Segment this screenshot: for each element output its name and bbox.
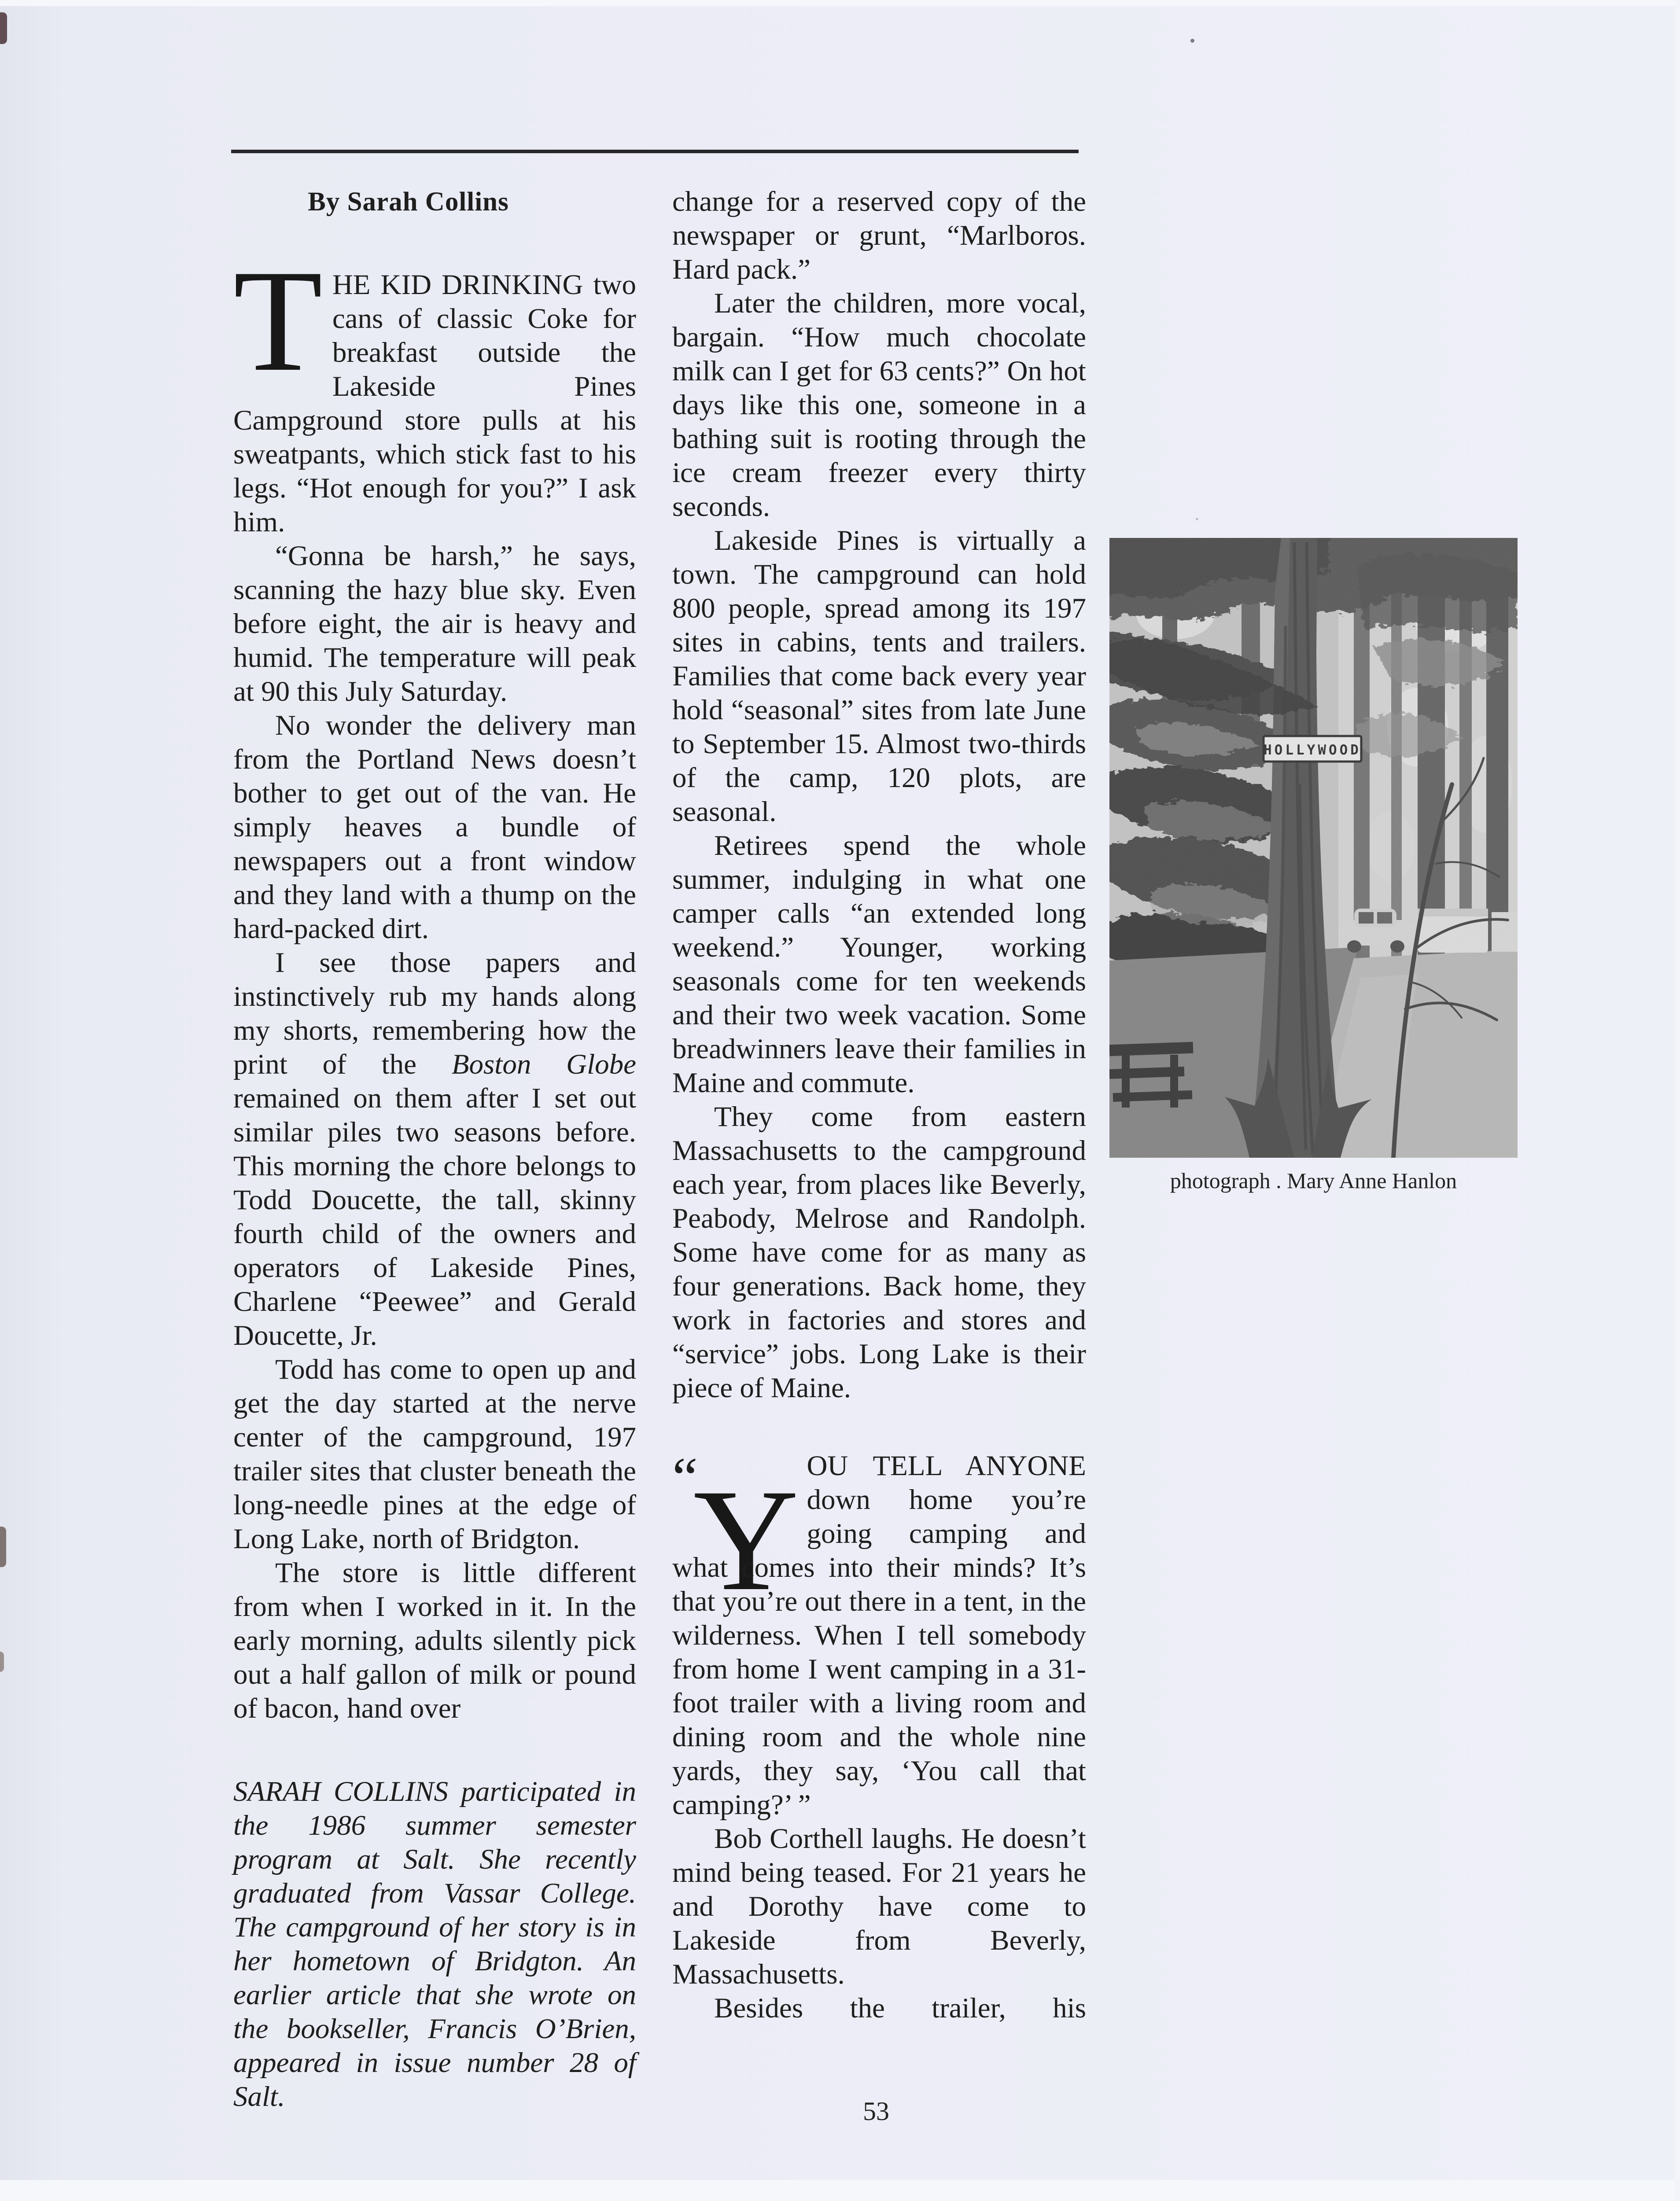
lead-caps: HE KID DRINKING: [332, 269, 583, 301]
author-bio: [233, 1775, 636, 2114]
dropcap-letter-t: T: [233, 239, 323, 401]
paragraph-later-children: Later the children, more vocal, bargain. “How much chocolate milk can I get for 63 cents?” On hot days like this one, someone in a bathing suit is rooting through the ice cream freezer every thirty seconds.: [672, 287, 1086, 523]
lead-paragraph: [233, 239, 637, 539]
lead-text: two cans of classic Coke for breakfast outside the Lakeside Pines Campground store pulls at his sweatpants, which stick fast to his legs. “Hot enough for you?” I ask him.: [233, 269, 637, 538]
paragraph-globe-post: remained on them after I set out similar piles two seasons before. This morning the chore belongs to Todd Doucette, the tall, skinny fourth child of the owners and operators of Lakeside Pines, Charlene “Peewee” and Gerald Doucette, Jr.: [233, 1082, 636, 1351]
dropcap-letter-y-group: [672, 1446, 807, 1621]
scan-artifact-dot: [1196, 518, 1198, 520]
byline: By Sarah Collins: [308, 187, 509, 217]
page-number: 53: [863, 2097, 889, 2126]
header-rule: [231, 150, 1079, 153]
opening-quote-mark: “: [672, 1446, 693, 1509]
scan-edge-bottom: [0, 2180, 1680, 2201]
author-bio-text: participated in the 1986 summer semester program at Salt. She recently graduated from Vassar College. The campground of her story is in her hometown of Bridgton. An earlier article that she wrote on the bookseller, Francis O’Brien, appeared in issue number 28 of Salt.: [233, 1776, 636, 2113]
section-caps: OU TELL ANYONE: [807, 1450, 1086, 1482]
paragraph-boston-globe: [233, 946, 636, 1353]
scan-artifact-speck: [0, 1527, 6, 1567]
scan-artifact-speck: [0, 1652, 4, 1672]
paragraph-the-store: The store is little different from when I worked in it. In the early morning, adults silently pick out a half gallon of milk or pound of bacon, hand over: [233, 1557, 636, 1724]
author-bio-name: SARAH COLLINS: [233, 1776, 448, 1807]
photo-credit: photograph . Mary Anne Hanlon: [1170, 1168, 1457, 1193]
scan-artifact-dot: [1190, 39, 1194, 43]
column-left: [233, 185, 636, 2114]
scan-artifact-speck: [0, 12, 7, 44]
scan-edge-right: [1675, 0, 1680, 2201]
paragraph-change-for: change for a reserved copy of the newspaper or grunt, “Marlboros. Hard pack.”: [672, 186, 1086, 285]
boston-globe-italic: Boston Globe: [451, 1049, 636, 1080]
paragraph-besides-trailer: Besides the trailer, his: [714, 1992, 1086, 2024]
paragraph-eastern-mass: They come from eastern Massachusetts to the campground each year, from places like Beverly, Peabody, Melrose and Randolph. Some have come for as many as four generations. Back home, they work in factories and stores and “service” jobs. Long Lake is their piece of Maine.: [672, 1101, 1086, 1404]
paragraph-gonna-be-harsh: “Gonna be harsh,” he says, scanning the hazy blue sky. Even before eight, the air is heavy and humid. The temperature will peak at 90 this July Saturday.: [233, 540, 636, 707]
campground-photo: [1109, 538, 1518, 1158]
section-you-tell-anyone: [672, 1446, 1086, 1822]
dropcap-letter-y: Y: [693, 1459, 799, 1621]
paragraph-bob-corthell: Bob Corthell laughs. He doesn’t mind being teased. For 21 years he and Dorothy have come to Lakeside from Beverly, Massachusetts.: [672, 1823, 1086, 1990]
section-text: down home you’re going camping and what comes into their minds? It’s that you’re out there in a tent, in the wilderness. When I tell somebody from home I went camping in a 31-foot trailer with a living room and dining room and the whole nine yards, they say, ‘You call that camping?’ ”: [672, 1484, 1086, 1821]
scan-edge-top: [0, 0, 1680, 6]
paragraph-todd-opens: Todd has come to open up and get the day started at the nerve center of the campground, 197 trailer sites that cluster beneath the long-needle pines at the edge of Long Lake, north of Bridgton.: [233, 1354, 636, 1555]
paragraph-retirees: Retirees spend the whole summer, indulging in what one camper calls “an extended long weekend.” Younger, working seasonals come for ten weekends and their two week vacation. Some breadwinners leave their families in Maine and commute.: [672, 830, 1086, 1099]
paragraph-delivery-man: No wonder the delivery man from the Portland News doesn’t bother to get out of the van. He simply heaves a bundle of newspapers out a front window and they land with a thump on the hard-packed dirt.: [233, 710, 636, 945]
paragraph-globe-pre: I see those papers and instinctively rub my hands along my shorts, remembering how the print of the: [233, 947, 636, 1080]
column-right: [672, 185, 1086, 2025]
paragraph-lakeside-town: Lakeside Pines is virtually a town. The campground can hold 800 people, spread among its 197 sites in cabins, tents and trailers. Families that come back every year hold “seasonal” sites from late June to September 15. Almost two-thirds of the camp, 120 plots, are seasonal.: [672, 525, 1086, 828]
campground-photo-art: [1109, 538, 1518, 1158]
